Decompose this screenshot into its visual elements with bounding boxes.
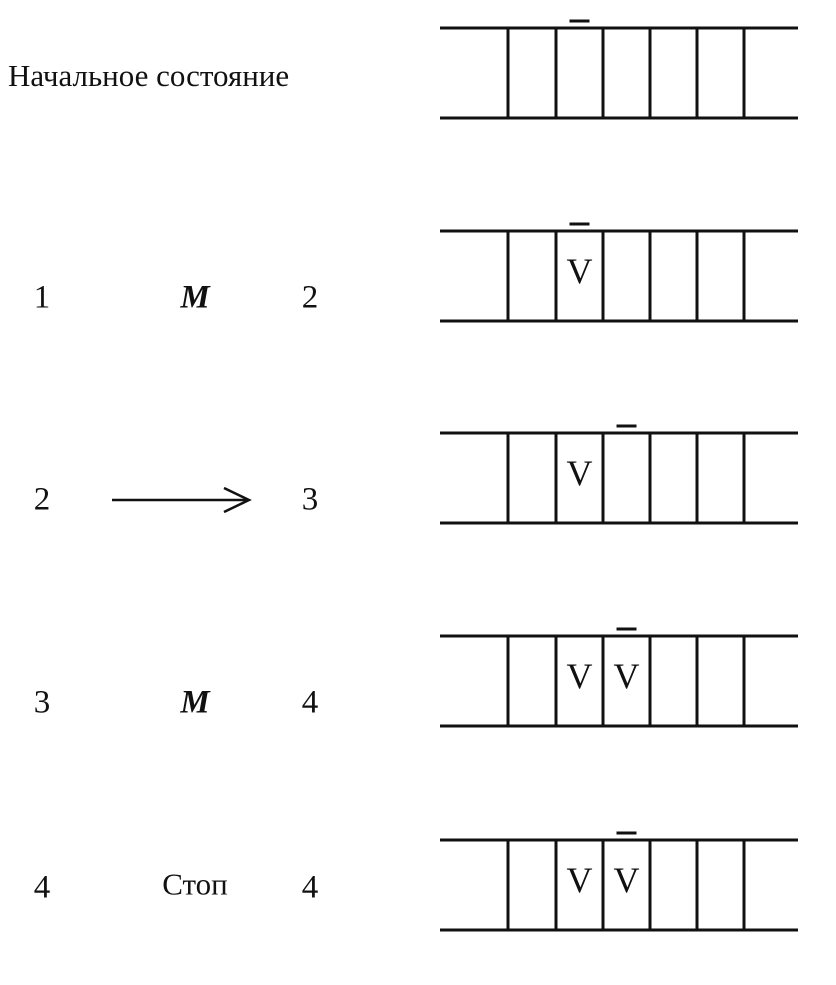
command-stop: Стоп	[162, 866, 228, 902]
cell-mark: V	[613, 656, 640, 696]
row-step-3	[0, 608, 836, 738]
to-state: 3	[301, 481, 319, 518]
command-mark: M	[180, 279, 210, 316]
row-step-2	[0, 405, 836, 535]
tape-initial	[440, 0, 800, 130]
to-state: 4	[301, 869, 319, 906]
from-state: 4	[33, 869, 51, 906]
cell-mark: V	[613, 860, 640, 900]
tape-step-1	[440, 203, 800, 333]
tape-step-3	[440, 608, 800, 738]
cell-mark: V	[566, 453, 593, 493]
from-state: 3	[33, 684, 51, 721]
tape-step-2	[440, 405, 800, 535]
row-step-4	[0, 812, 836, 942]
move-right-arrow-icon	[112, 485, 252, 515]
initial-state-label: Начальное состояние	[8, 58, 290, 93]
from-state: 1	[33, 279, 51, 316]
from-state: 2	[33, 481, 51, 518]
cell-mark: V	[566, 860, 593, 900]
cell-mark: V	[566, 251, 593, 291]
row-initial	[0, 0, 836, 130]
to-state: 4	[301, 684, 319, 721]
row-step-1	[0, 203, 836, 333]
tape-step-4	[440, 812, 800, 942]
command-mark: M	[180, 684, 210, 721]
cell-mark: V	[566, 656, 593, 696]
to-state: 2	[301, 279, 319, 316]
